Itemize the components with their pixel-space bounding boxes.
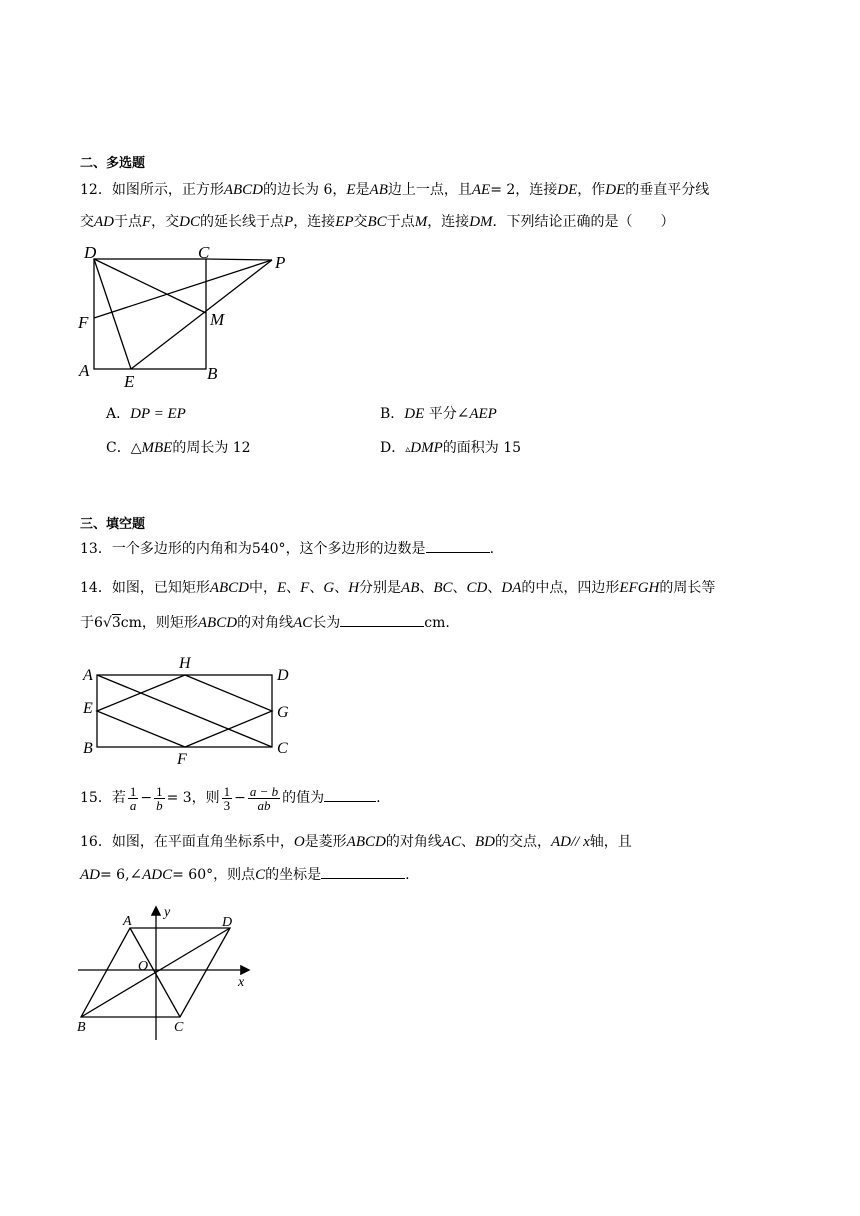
label-a: A: [83, 667, 93, 684]
var: AE: [471, 182, 491, 198]
var: ∠ADC: [129, 867, 173, 883]
text: ．下列结论正确的是（ ）: [492, 214, 675, 230]
text: 边上一点，且: [387, 182, 472, 198]
label-a: A: [123, 914, 132, 929]
label-a: A: [79, 361, 90, 380]
segment-fp: [94, 260, 272, 318]
unit: cm: [424, 615, 446, 631]
answer-blank[interactable]: [340, 612, 424, 627]
var: E: [346, 182, 356, 198]
text: 14．如图，已知矩形: [80, 580, 210, 596]
q15: [80, 783, 381, 813]
triangle-symbol: ▵: [405, 444, 411, 455]
segment-cp: [206, 259, 272, 260]
var: MBE: [141, 440, 173, 456]
option-label: B．: [380, 406, 405, 422]
var: ABCD: [223, 182, 263, 198]
text: .: [489, 541, 495, 557]
var: AD: [94, 214, 114, 230]
segment-de: [94, 259, 131, 369]
text: ，连接: [427, 214, 470, 230]
parallel-symbol: //: [571, 834, 584, 850]
text: 的对角线: [237, 615, 294, 631]
text: 于点: [386, 214, 415, 230]
label-d: D: [84, 243, 97, 262]
section-title-fill-blank: 三、填空题: [80, 517, 146, 532]
answer-blank[interactable]: [426, 538, 490, 553]
fraction-1-over-b: [154, 785, 165, 812]
var: ∠AEP: [456, 406, 497, 422]
numerator: a − b: [249, 783, 279, 799]
text: ，则矩形: [141, 615, 198, 631]
text: 的边长为 6，: [263, 182, 347, 198]
label-x-axis: x: [238, 975, 245, 990]
answer-blank[interactable]: [324, 787, 376, 802]
var: EFGH: [619, 580, 660, 596]
denominator: ab: [257, 797, 271, 813]
var: AD: [80, 867, 100, 883]
var: C: [255, 867, 266, 883]
text: 、: [452, 580, 467, 596]
text: 的面积为 15: [442, 440, 522, 456]
var: BC: [367, 214, 387, 230]
denominator: a: [129, 797, 137, 813]
denominator: 3: [223, 797, 231, 813]
text: 、: [334, 580, 349, 596]
text: 长为: [312, 615, 341, 631]
fraction-1-over-3: [222, 785, 233, 812]
label-b: B: [207, 364, 218, 383]
label-p: P: [275, 253, 286, 272]
text: 、: [487, 580, 502, 596]
answer-blank[interactable]: [321, 864, 405, 879]
text: 的中点，四边形: [521, 580, 620, 596]
q16-line2: [80, 864, 410, 885]
label-f: F: [177, 751, 187, 768]
var: E: [277, 580, 287, 596]
label-g: G: [277, 704, 289, 721]
var: P: [284, 214, 294, 230]
label-y-axis: y: [164, 905, 171, 920]
text: ，连接: [293, 214, 336, 230]
label-o: O: [138, 959, 149, 974]
var: AD: [551, 834, 572, 850]
var: M: [414, 214, 428, 230]
text: 中，: [249, 580, 277, 596]
text: .: [405, 867, 410, 883]
var: DE: [605, 182, 626, 198]
segment-ep: [131, 260, 272, 369]
text: 的垂直平分线: [625, 182, 710, 198]
q14-line1: [80, 578, 715, 598]
option-a: [106, 404, 186, 424]
denominator: b: [156, 797, 163, 813]
minus: −: [234, 790, 246, 806]
square-abcd: [94, 259, 206, 369]
q12-line2: [80, 212, 675, 232]
label-c: C: [174, 1020, 184, 1035]
text: .: [445, 615, 450, 631]
text: 15．若: [80, 790, 126, 806]
var: DM: [469, 214, 493, 230]
var: BC: [433, 580, 453, 596]
var: ABCD: [209, 580, 249, 596]
label-h: H: [179, 655, 191, 672]
label-b: B: [77, 1020, 86, 1035]
text: 16．如图，在平面直角坐标系中，: [80, 834, 294, 850]
text: 12．如图所示，正方形: [80, 182, 224, 198]
text: 是菱形: [304, 834, 347, 850]
text: ，则点: [213, 867, 256, 883]
text: 的交点，: [495, 834, 552, 850]
text: 分别是: [359, 580, 402, 596]
var: F: [142, 214, 152, 230]
text: 的周长为 12: [172, 440, 251, 456]
triangle-symbol: △: [130, 440, 142, 456]
text: 、: [419, 580, 434, 596]
var: AB: [401, 580, 420, 596]
text: 是: [355, 182, 370, 198]
label-d: D: [277, 667, 289, 684]
q13: [80, 538, 494, 559]
option-d: [380, 438, 521, 460]
var: ABCD: [197, 615, 238, 631]
label-e: E: [124, 372, 135, 390]
var: CD: [466, 580, 488, 596]
var: H: [348, 580, 360, 596]
var: DMP: [410, 440, 443, 456]
radicand: 3: [111, 615, 121, 631]
var: ABCD: [346, 834, 386, 850]
var: DE: [557, 182, 578, 198]
label-b: B: [83, 740, 93, 757]
var: G: [323, 580, 335, 596]
var: EP: [335, 214, 354, 230]
option-label: D．: [380, 440, 406, 456]
var: DC: [179, 214, 201, 230]
value: 540°: [251, 541, 286, 557]
numerator: 1: [223, 783, 231, 799]
text: 平分: [428, 406, 457, 422]
text: 交: [353, 214, 368, 230]
text: 的对角线: [385, 834, 442, 850]
text: 、: [461, 834, 476, 850]
option-text: DP = EP: [130, 406, 186, 422]
label-f: F: [78, 313, 89, 332]
numerator: 1: [156, 783, 163, 799]
label-e: E: [83, 700, 93, 717]
section-title-multiple-choice: 二、多选题: [80, 156, 146, 171]
var: AC: [441, 834, 462, 850]
label-c: C: [198, 243, 210, 262]
var: AC: [293, 615, 313, 631]
label-d: D: [222, 915, 233, 930]
var: O: [293, 834, 305, 850]
label-c: C: [277, 740, 288, 757]
text: 轴，且: [589, 834, 632, 850]
text: = 6,: [100, 867, 130, 883]
coefficient: 6: [94, 615, 103, 631]
text: = 2，连接: [490, 182, 558, 198]
option-c: [106, 438, 251, 458]
minus: −: [140, 790, 153, 806]
text: 、: [309, 580, 324, 596]
text: 13．一个多边形的内角和为: [80, 541, 252, 557]
numerator: 1: [129, 783, 137, 799]
option-label: C．: [106, 440, 131, 456]
text: = 60°: [172, 867, 214, 883]
q12-figure: [76, 240, 296, 390]
q16-line1: [80, 832, 632, 852]
q16-figure: [74, 900, 260, 1045]
q14-figure: [78, 652, 298, 772]
var: DA: [501, 580, 522, 596]
text: 的周长等: [659, 580, 716, 596]
var: x: [583, 834, 590, 850]
text: 的坐标是: [265, 867, 322, 883]
text: 、: [286, 580, 301, 596]
q14-line2: [80, 612, 450, 633]
fraction-a-minus-b-over-ab: [248, 785, 280, 812]
var: F: [300, 580, 310, 596]
q12-line1: [80, 180, 709, 200]
fraction-1-over-a: [128, 785, 139, 812]
sqrt-sign: √: [102, 615, 112, 631]
text: = 3，则: [166, 790, 220, 806]
diagonal-ac: [97, 675, 272, 747]
text: 的延长线于点: [200, 214, 285, 230]
text: 交: [80, 214, 94, 230]
text: ，交: [151, 214, 180, 230]
text: .: [376, 790, 381, 806]
text: 于: [80, 615, 94, 631]
option-b: [380, 404, 497, 424]
var: DE: [404, 406, 425, 422]
option-label: A．: [106, 406, 131, 422]
text: ，作: [577, 182, 606, 198]
text: 于点: [114, 214, 142, 230]
text: ，这个多边形的边数是: [285, 541, 426, 557]
var: AB: [369, 182, 388, 198]
text: 的值为: [282, 790, 325, 806]
segment-dm: [94, 259, 206, 313]
label-m: M: [210, 310, 225, 329]
var: BD: [475, 834, 496, 850]
unit: cm: [120, 615, 142, 631]
